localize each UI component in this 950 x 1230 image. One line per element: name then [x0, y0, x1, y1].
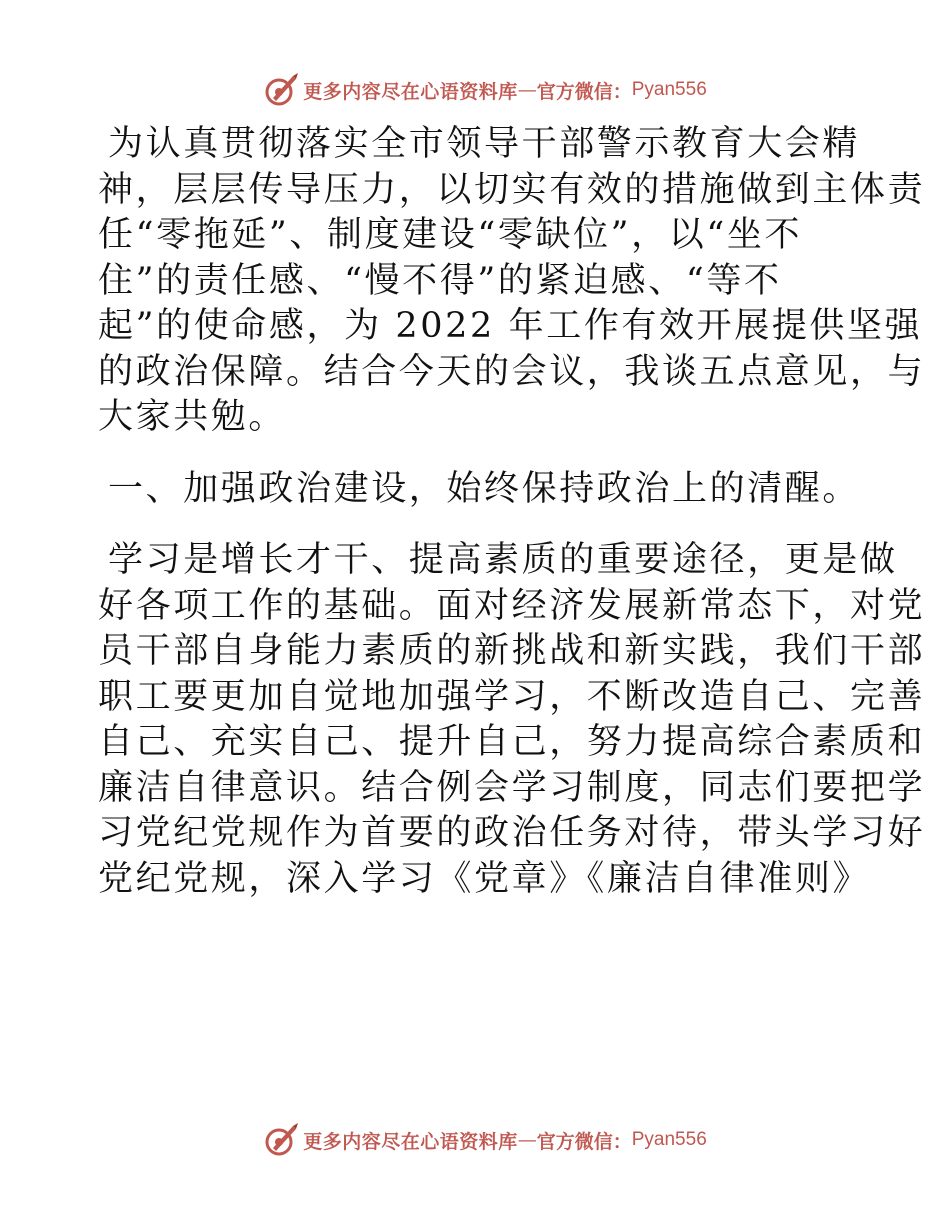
text-line: 为认真贯彻落实全市领导干部警示教育大会精: [108, 124, 861, 164]
text-line: 员干部自身能力素质的新挑战和新实践，我们干部: [98, 631, 926, 671]
document-body: [98, 122, 926, 928]
banner-content: [263, 72, 707, 108]
quill-pen-logo-icon: [263, 1122, 299, 1158]
text-line: 习党纪党规作为首要的政治任务对待，带头学习好: [98, 813, 926, 853]
text-line: 党纪党规，深入学习《党章》《廉洁自律准则》: [98, 858, 871, 899]
text-line: 任“零拖延”、制度建设“零缺位”，以“坐不: [98, 215, 803, 255]
banner-sub-text: 官方微信：: [536, 80, 632, 103]
text-line: 住”的责任感、“慢不得”的紧迫感、“等不: [98, 260, 782, 301]
banner-main-text: 更多内容尽在心语资料库: [303, 80, 518, 103]
banner-dash: —: [517, 79, 537, 101]
heading-line: 一、加强政治建设，始终保持政治上的清醒。: [108, 468, 861, 509]
text-line: 的政治保障。结合今天的会议，我谈五点意见，与: [98, 351, 926, 392]
banner-content: [263, 1122, 707, 1158]
text-line: 起”的使命感，为 2022 年工作有效开展提供坚强: [98, 306, 923, 346]
text-line: 学习是增长才干、提高素质的重要途径，更是做: [108, 540, 898, 580]
banner-wechat-id: Pyan556: [631, 1129, 707, 1150]
text-line: 神，层层传导压力，以切实有效的措施做到主体责: [98, 169, 926, 210]
text-line: 职工要更加自觉地加强学习，不断改造自己、完善: [98, 676, 926, 717]
banner-dash: —: [517, 1129, 537, 1151]
banner-main-text: 更多内容尽在心语资料库: [303, 1130, 518, 1153]
text-line: 好各项工作的基础。面对经济发展新常态下，对党: [98, 585, 926, 626]
paragraph-study: [98, 538, 926, 902]
quill-pen-logo-icon: [263, 72, 299, 108]
section-heading: [98, 467, 861, 513]
banner-sub-text: 官方微信：: [536, 1130, 632, 1153]
header-watermark-banner: [0, 70, 950, 110]
text-line: 自己、充实自己、提升自己，努力提高综合素质和: [98, 722, 926, 762]
footer-watermark-banner: [0, 1120, 950, 1160]
paragraph-intro: [98, 122, 926, 441]
text-line: 廉洁自律意识。结合例会学习制度，同志们要把学: [98, 767, 926, 808]
banner-wechat-id: Pyan556: [631, 79, 707, 100]
text-line: 大家共勉。: [98, 397, 287, 437]
